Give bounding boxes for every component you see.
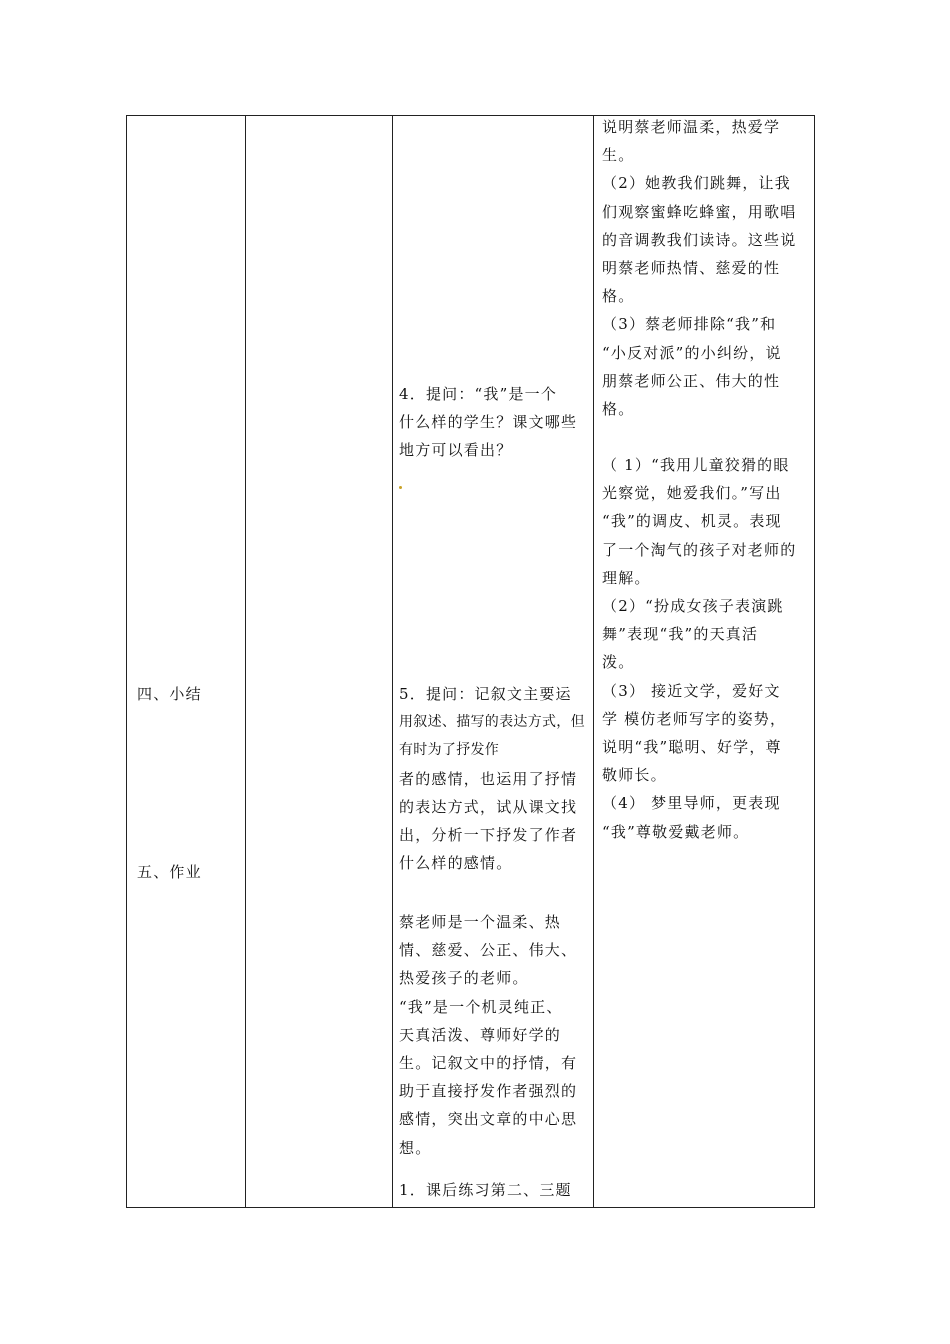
answer-line: 的音调教我们读诗。这些说 <box>602 230 797 249</box>
lesson-table <box>126 115 815 1208</box>
answer-line: （2）她教我们跳舞，让我 <box>602 174 791 193</box>
summary-line: 情、慈爱、公正、伟大、 <box>399 941 578 960</box>
answer-line: “我”尊敬爱戴老师。 <box>602 822 750 841</box>
question-5-block <box>399 680 591 877</box>
summary-line: 热爱孩子的老师。 <box>399 969 529 988</box>
answer-line: 光察觉，她爱我们。”写出 <box>602 484 782 503</box>
answer-line: 了一个淘气的孩子对老师的 <box>602 540 797 559</box>
empty-column <box>246 116 392 1207</box>
answer-line: 说明蔡老师温柔，热爱学 <box>602 118 781 136</box>
answer-line: 格。 <box>602 400 635 419</box>
summary-line: 感情，突出文章的中心思 <box>399 1110 578 1129</box>
answer-line: 格。 <box>602 287 635 306</box>
answer-line: （4） 梦里导师，更表现 <box>602 794 781 813</box>
stray-mark <box>399 486 402 489</box>
student-traits-block <box>602 451 812 846</box>
homework-block <box>399 1176 591 1204</box>
summary-line: 助于直接抒发作者强烈的 <box>399 1082 578 1101</box>
homework-line: 1．课后练习第二、三题 <box>399 1181 572 1199</box>
answer-line: 生。 <box>602 146 635 165</box>
answer-line: 朋蔡老师公正、伟大的性 <box>602 371 781 390</box>
summary-line: 天真活泼、尊师好学的 <box>399 1025 562 1044</box>
question-5-line: 出，分析一下抒发了作者 <box>399 826 578 845</box>
answer-line: 理解。 <box>602 568 651 587</box>
summary-line: 生。记叙文中的抒情，有 <box>399 1054 578 1073</box>
question-5-line: 什么样的感情。 <box>399 854 513 873</box>
answer-line: “小反对派”的小纠纷，说 <box>602 343 782 362</box>
question-4-block <box>399 380 591 465</box>
question-5-line: 者的感情，也运用了抒情 <box>399 769 578 788</box>
question-4-line: 4．提问：“我”是一个 <box>399 385 558 403</box>
answer-line: 敬师长。 <box>602 766 667 785</box>
question-5-line: 的表达方式，试从课文找 <box>399 797 578 816</box>
answer-line: （3） 接近文学，爱好文 <box>602 681 781 700</box>
answer-line: （3）蔡老师排除“我”和 <box>602 315 777 334</box>
question-4-line: 地方可以看出？ <box>399 441 513 460</box>
answer-line: 明蔡老师热情、慈爱的性 <box>602 259 781 278</box>
answer-line: 说明“我”聪明、好学，尊 <box>602 738 782 757</box>
question-5-line: 5．提问：记叙文主要运 <box>399 685 572 703</box>
answer-line: 泼。 <box>602 653 635 672</box>
answer-line: 舞”表现“我”的天真活 <box>602 625 759 644</box>
section-homework-label: 五、作业 <box>137 863 202 881</box>
teacher-activity-column <box>393 116 593 1207</box>
answer-line: 学 模仿老师写字的姿势， <box>602 709 787 728</box>
answer-line: （2）“扮成女孩子表演跳 <box>602 597 784 616</box>
answer-line: （ 1）“我用儿童狡猾的眼 <box>602 456 790 474</box>
teacher-traits-block <box>602 113 812 423</box>
summary-line: 想。 <box>399 1138 432 1157</box>
answer-line: 们观察蜜蜂吃蜂蜜，用歌唱 <box>602 202 797 221</box>
summary-line: “我”是一个机灵纯正、 <box>399 997 563 1016</box>
answer-line: “我”的调皮、机灵。表现 <box>602 512 782 531</box>
section-column <box>127 116 245 1207</box>
summary-answer-block <box>399 908 591 1162</box>
section-summary-label: 四、小结 <box>137 685 202 703</box>
summary-line: 蔡老师是一个温柔、热 <box>399 913 562 931</box>
question-5-line: 用叙述、描写的表达方式，但有时为了抒发作 <box>399 714 585 759</box>
answer-column <box>594 116 814 1207</box>
question-4-line: 什么样的学生？课文哪些 <box>399 413 578 432</box>
